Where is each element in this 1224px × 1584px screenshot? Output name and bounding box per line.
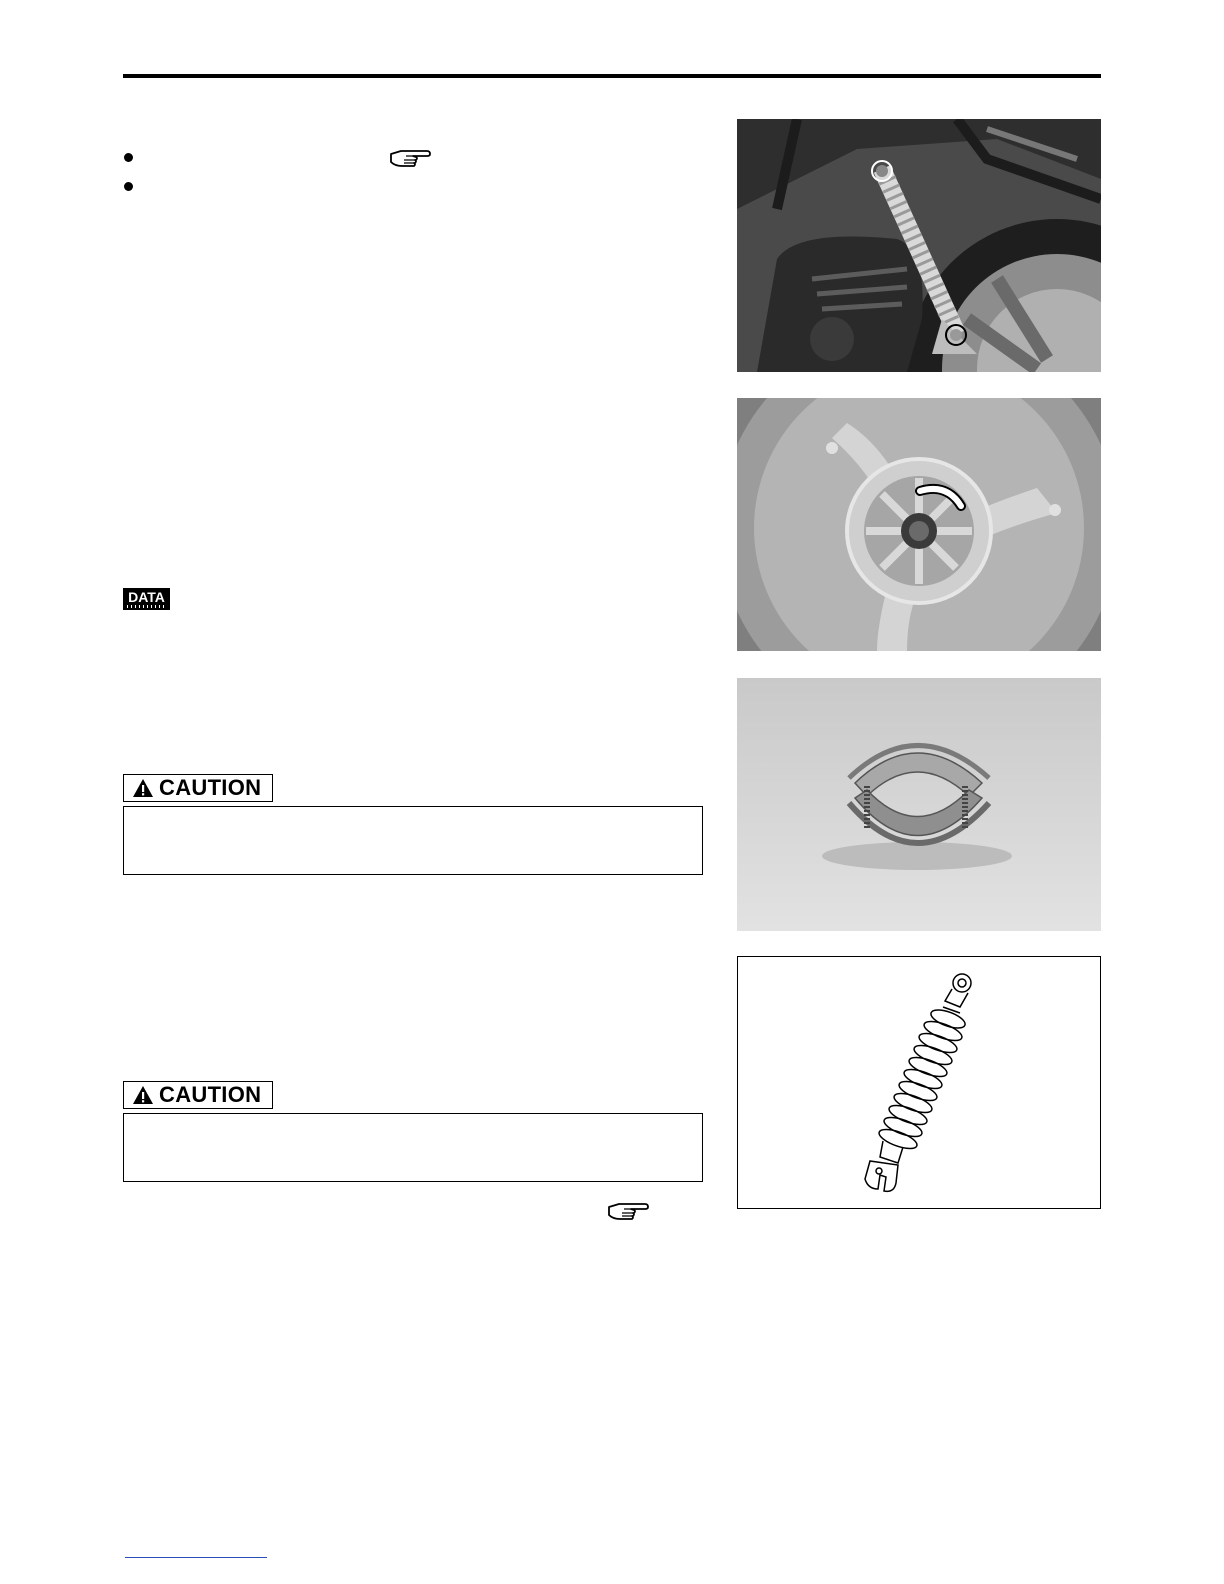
- photo-brake-shoes: [737, 678, 1101, 931]
- photo-shock-mounting: [737, 119, 1101, 372]
- pointing-hand-icon: [389, 147, 431, 169]
- header-rule: [123, 74, 1101, 78]
- warning-triangle-icon: [132, 778, 154, 798]
- warning-triangle-icon: [132, 1085, 154, 1105]
- caution-label-text-2: CAUTION: [159, 1082, 262, 1107]
- data-ruler-icon: [123, 588, 170, 610]
- pointing-hand-icon: [607, 1200, 649, 1222]
- photo-rear-wheel-hub: [737, 398, 1101, 651]
- caution-label-2: [123, 1081, 273, 1109]
- footer-link-underline[interactable]: [125, 1557, 267, 1558]
- data-badge-label: DATA: [128, 589, 165, 605]
- caution-box-2: [123, 1113, 703, 1182]
- caution-label-1: [123, 774, 273, 802]
- bullet-2: [124, 182, 133, 191]
- bullet-1: [124, 153, 133, 162]
- caution-label-text-1: CAUTION: [159, 775, 262, 800]
- caution-box-1: [123, 806, 703, 875]
- figure-shock-absorber-drawing: [737, 956, 1101, 1209]
